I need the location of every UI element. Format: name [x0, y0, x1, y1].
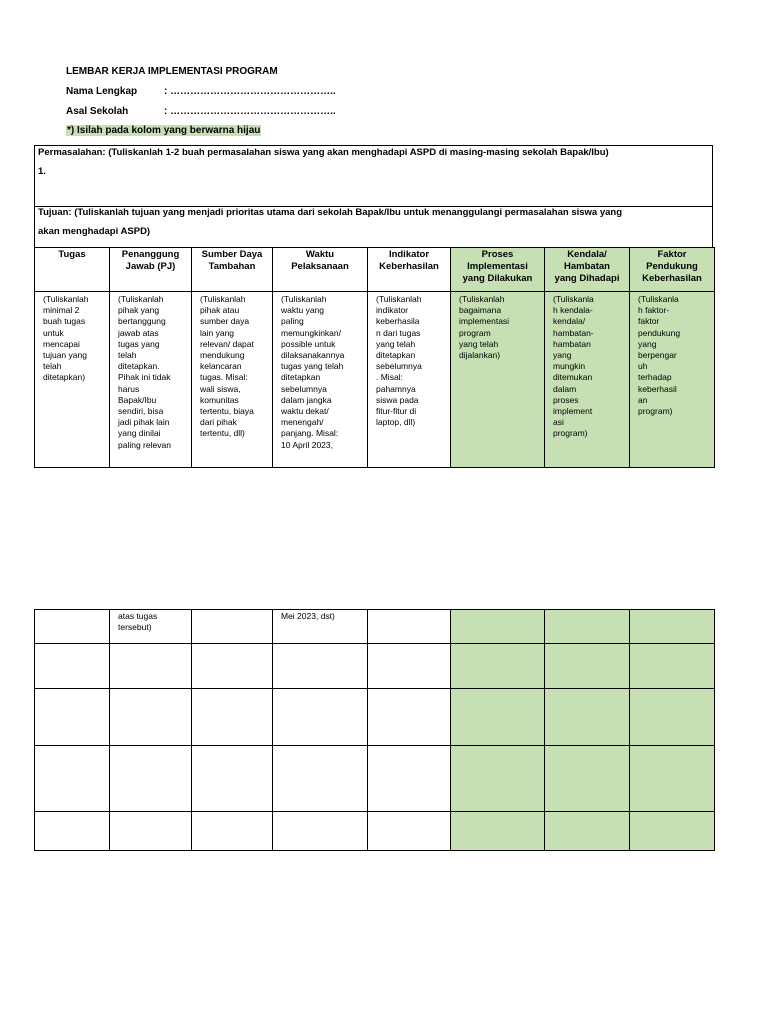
instruction-cell-5 — [451, 292, 545, 468]
instruction-cell-line: pahamnya — [376, 383, 416, 394]
instruction-cell-line: relevan/ dapat — [200, 338, 254, 349]
asal-sekolah-label: Asal Sekolah — [66, 106, 129, 117]
instruction-cell-line: bagaimana — [459, 305, 502, 316]
permasalahan-item-number: 1. — [38, 166, 46, 177]
column-header-4 — [368, 248, 451, 292]
nama-lengkap-value: : ………………………………………….. — [164, 86, 336, 97]
instruction-cell-line: terhadap — [638, 372, 672, 383]
continued-cell-line: tersebut) — [118, 622, 152, 633]
blank-input-cell[interactable] — [630, 812, 715, 851]
continued-cell-1 — [110, 610, 192, 644]
instruction-cell-line: wali siswa, — [200, 383, 241, 394]
instruction-cell-line: tertentu, dll) — [200, 428, 245, 439]
instruction-cell-2 — [192, 292, 273, 468]
instruction-cell-line: program) — [638, 406, 673, 417]
instruction-cell-line: menengah/ — [281, 417, 324, 428]
column-header-6 — [545, 248, 630, 292]
instruction-cell-line: faktor — [638, 316, 660, 327]
table-row — [35, 746, 715, 812]
blank-input-cell — [273, 689, 368, 746]
instruction-cell-line: lain yang — [200, 327, 235, 338]
instruction-cell-line: buah tugas — [43, 316, 86, 327]
instruction-cell-line: ditemukan — [553, 372, 593, 383]
instruction-cell-line: uh — [638, 361, 648, 372]
instruction-row — [35, 292, 715, 468]
instruction-cell-line: (Tuliskanlah — [281, 294, 327, 304]
instruction-note-text: *) Isilah pada kolom yang berwarna hijau — [67, 125, 261, 136]
instruction-cell-line: panjang. Misal: — [281, 428, 339, 439]
instruction-cell-line: (Tuliskanla — [553, 294, 594, 304]
instruction-cell-line: harus — [118, 383, 140, 394]
instruction-cell-line: yang dinilai — [118, 428, 161, 439]
blank-input-cell[interactable] — [451, 644, 545, 689]
instruction-cell-line: hambatan- — [553, 327, 594, 338]
column-header-3 — [273, 248, 368, 292]
instruction-cell-line: paling relevan — [118, 439, 171, 450]
tujuan-prompt-line2: akan menghadapi ASPD) — [38, 226, 151, 237]
column-header-line: Implementasi — [467, 261, 528, 272]
instruction-cell-line: proses — [553, 394, 579, 405]
instruction-cell-line: pihak yang — [118, 305, 160, 316]
instruction-cell-line: dilaksanakannya — [281, 350, 345, 361]
instruction-cell-line: laptop, dll) — [376, 417, 416, 428]
column-header-line: Hambatan — [564, 261, 610, 272]
blank-input-cell — [35, 689, 110, 746]
instruction-cell-line: Pihak ini tidak — [118, 372, 171, 383]
blank-input-cell — [368, 644, 451, 689]
instruction-cell-line: jadi pihak lain — [118, 417, 170, 428]
table-row — [35, 644, 715, 689]
blank-input-cell — [368, 812, 451, 851]
column-header-line: Keberhasilan — [642, 273, 702, 284]
blank-input-cell — [273, 746, 368, 812]
instruction-cell-line: (Tuliskanlah — [43, 294, 89, 304]
instruction-cell-line: n dari tugas — [376, 327, 421, 338]
blank-input-cell — [110, 644, 192, 689]
instruction-cell-line: yang telah — [459, 338, 499, 349]
instruction-cell-line: 10 April 2023, — [281, 439, 333, 450]
instruction-cell-line: an — [638, 394, 648, 405]
instruction-cell-line: program) — [553, 428, 588, 439]
column-header-line: Indikator — [388, 249, 430, 260]
table-row — [35, 812, 715, 851]
column-header-line: yang Dihadapi — [554, 273, 620, 284]
column-header-line: Kendala/ — [567, 249, 607, 260]
instruction-cell-line: implementasi — [459, 316, 510, 327]
instruction-cell-line: sebelumnya — [376, 361, 422, 372]
instruction-cell-line: ditetapkan — [281, 372, 321, 383]
instruction-cell-line: (Tuliskanlah — [118, 294, 164, 304]
column-header-line: Proses — [481, 249, 514, 260]
permasalahan-box — [34, 145, 713, 207]
instruction-cell-line: sendiri, bisa — [118, 406, 164, 417]
continued-cell-2 — [192, 610, 273, 644]
table-header-row — [35, 248, 715, 292]
instruction-cell-line: mencapai — [43, 338, 80, 349]
instruction-cell-line: mendukung — [200, 350, 245, 361]
column-header-line: Sumber Daya — [201, 249, 263, 260]
continued-cell-line: atas tugas — [118, 611, 158, 621]
blank-input-cell[interactable] — [545, 746, 630, 812]
tujuan-box — [34, 206, 713, 248]
continued-cell-0 — [35, 610, 110, 644]
asal-sekolah-value: : ………………………………………….. — [164, 106, 336, 117]
instruction-cell-line: kendala/ — [553, 316, 586, 327]
instruction-cell-line: pendukung — [638, 327, 681, 338]
instruction-cell-line: mungkin — [553, 361, 586, 372]
tujuan-prompt-line1: Tujuan: (Tuliskanlah tujuan yang menjadi prioritas utama dari sekolah Bapak/Ibu untuk menanggulangi permasalahan siswa yang — [38, 207, 623, 218]
blank-input-cell[interactable] — [545, 689, 630, 746]
continued-cell-4 — [368, 610, 451, 644]
permasalahan-prompt: Permasalahan: (Tuliskanlah 1-2 buah permasalahan siswa yang akan menghadapi ASPD di masing-masing sekolah Bapak/Ibu) — [38, 147, 609, 158]
instruction-cell-line: yang — [638, 338, 657, 349]
blank-input-cell[interactable] — [630, 689, 715, 746]
nama-lengkap-label: Nama Lengkap — [66, 86, 138, 97]
blank-input-cell[interactable] — [545, 812, 630, 851]
instruction-cell-line: bertanggung — [118, 316, 166, 327]
instruction-cell-line: h kendala- — [553, 305, 593, 316]
instruction-note — [66, 125, 261, 137]
blank-input-cell — [35, 812, 110, 851]
instruction-cell-0 — [35, 292, 110, 468]
instruction-cell-line: . Misal: — [376, 372, 403, 383]
blank-input-cell[interactable] — [451, 746, 545, 812]
continued-cell-line: Mei 2023, dst) — [281, 611, 335, 621]
implementation-table-continued — [34, 609, 715, 851]
instruction-cell-line: berpengar — [638, 350, 677, 361]
instruction-cell-line: h faktor- — [638, 305, 670, 316]
instruction-cell-line: sebelumnya — [281, 383, 327, 394]
instruction-cell-line: (Tuliskanlah — [200, 294, 246, 304]
asal-sekolah-field — [66, 106, 336, 118]
continued-cell-6 — [545, 610, 630, 644]
instruction-cell-line: kelancaran — [200, 361, 242, 372]
nama-lengkap-field — [66, 86, 336, 98]
continued-row — [35, 610, 715, 644]
instruction-cell-line: memungkinkan/ — [281, 327, 342, 338]
instruction-cell-line: tertentu, biaya — [200, 406, 254, 417]
instruction-cell-line: possible untuk — [281, 338, 336, 349]
instruction-cell-line: (Tuliskanla — [638, 294, 679, 304]
column-header-line: yang Dilakukan — [462, 273, 533, 284]
continued-cell-5 — [451, 610, 545, 644]
blank-input-cell[interactable] — [451, 689, 545, 746]
instruction-cell-line: yang — [553, 350, 572, 361]
instruction-cell-line: tujuan yang — [43, 350, 87, 361]
blank-input-cell[interactable] — [630, 746, 715, 812]
table-row — [35, 689, 715, 746]
instruction-cell-line: Bapak/Ibu — [118, 394, 157, 405]
blank-input-cell — [192, 812, 273, 851]
instruction-cell-line: (Tuliskanlah — [376, 294, 422, 304]
continued-cell-3 — [273, 610, 368, 644]
column-header-line: Penanggung — [121, 249, 180, 260]
instruction-cell-line: sumber daya — [200, 316, 250, 327]
blank-input-cell — [192, 746, 273, 812]
implementation-table — [34, 247, 715, 468]
instruction-cell-line: waktu yang — [281, 305, 324, 316]
instruction-cell-7 — [630, 292, 715, 468]
instruction-cell-line: program — [459, 327, 491, 338]
instruction-cell-line: yang telah — [376, 338, 416, 349]
instruction-cell-line: keberhasil — [638, 383, 677, 394]
instruction-cell-line: komunitas — [200, 394, 239, 405]
column-header-line: Tambahan — [208, 261, 256, 272]
blank-input-cell — [110, 746, 192, 812]
continued-cell-7 — [630, 610, 715, 644]
instruction-cell-line: hambatan — [553, 338, 591, 349]
column-header-5 — [451, 248, 545, 292]
instruction-cell-line: waktu dekat/ — [281, 406, 329, 417]
instruction-cell-3 — [273, 292, 368, 468]
instruction-cell-4 — [368, 292, 451, 468]
instruction-cell-line: pihak atau — [200, 305, 240, 316]
instruction-cell-line: fitur-fitur di — [376, 406, 417, 417]
instruction-cell-line: jawab atas — [118, 327, 159, 338]
instruction-cell-line: untuk — [43, 327, 64, 338]
column-header-line: Tugas — [58, 249, 86, 260]
instruction-cell-1 — [110, 292, 192, 468]
blank-input-cell — [110, 812, 192, 851]
column-header-line: Jawab (PJ) — [125, 261, 176, 272]
instruction-cell-line: asi — [553, 417, 564, 428]
blank-input-cell — [192, 689, 273, 746]
column-header-7 — [630, 248, 715, 292]
blank-input-cell — [273, 812, 368, 851]
instruction-cell-line: (Tuliskanlah — [459, 294, 505, 304]
instruction-cell-line: ditetapkan) — [43, 372, 86, 383]
column-header-line: Waktu — [305, 249, 335, 260]
instruction-cell-line: tugas yang — [118, 338, 160, 349]
blank-input-cell — [368, 689, 451, 746]
instruction-cell-line: keberhasila — [376, 316, 420, 327]
instruction-cell-line: ditetapkan — [376, 350, 416, 361]
instruction-cell-line: telah — [118, 350, 137, 361]
blank-input-cell[interactable] — [451, 812, 545, 851]
column-header-line: Keberhasilan — [379, 261, 439, 272]
instruction-cell-line: dalam jangka — [281, 394, 332, 405]
blank-input-cell[interactable] — [545, 644, 630, 689]
column-header-line: Faktor — [657, 249, 687, 260]
instruction-cell-line: minimal 2 — [43, 305, 80, 316]
instruction-cell-line: paling — [281, 316, 304, 327]
blank-input-cell — [368, 746, 451, 812]
column-header-line: Pendukung — [646, 261, 698, 272]
instruction-cell-line: ditetapkan. — [118, 361, 160, 372]
column-header-1 — [110, 248, 192, 292]
blank-input-cell — [192, 644, 273, 689]
instruction-cell-line: dari pihak — [200, 417, 237, 428]
instruction-cell-line: siswa pada — [376, 394, 419, 405]
blank-input-cell — [273, 644, 368, 689]
instruction-cell-line: dalam — [553, 383, 577, 394]
instruction-cell-line: telah — [43, 361, 62, 372]
instruction-cell-line: implement — [553, 406, 593, 417]
column-header-0 — [35, 248, 110, 292]
page-title: LEMBAR KERJA IMPLEMENTASI PROGRAM — [66, 66, 278, 77]
blank-input-cell — [35, 746, 110, 812]
instruction-cell-line: tugas. Misal: — [200, 372, 248, 383]
instruction-cell-line: dijalankan) — [459, 350, 501, 361]
instruction-cell-line: indikator — [376, 305, 409, 316]
column-header-2 — [192, 248, 273, 292]
blank-input-cell[interactable] — [630, 644, 715, 689]
instruction-cell-6 — [545, 292, 630, 468]
column-header-line: Pelaksanaan — [291, 261, 349, 272]
blank-input-cell — [35, 644, 110, 689]
instruction-cell-line: tugas yang telah — [281, 361, 344, 372]
blank-input-cell — [110, 689, 192, 746]
